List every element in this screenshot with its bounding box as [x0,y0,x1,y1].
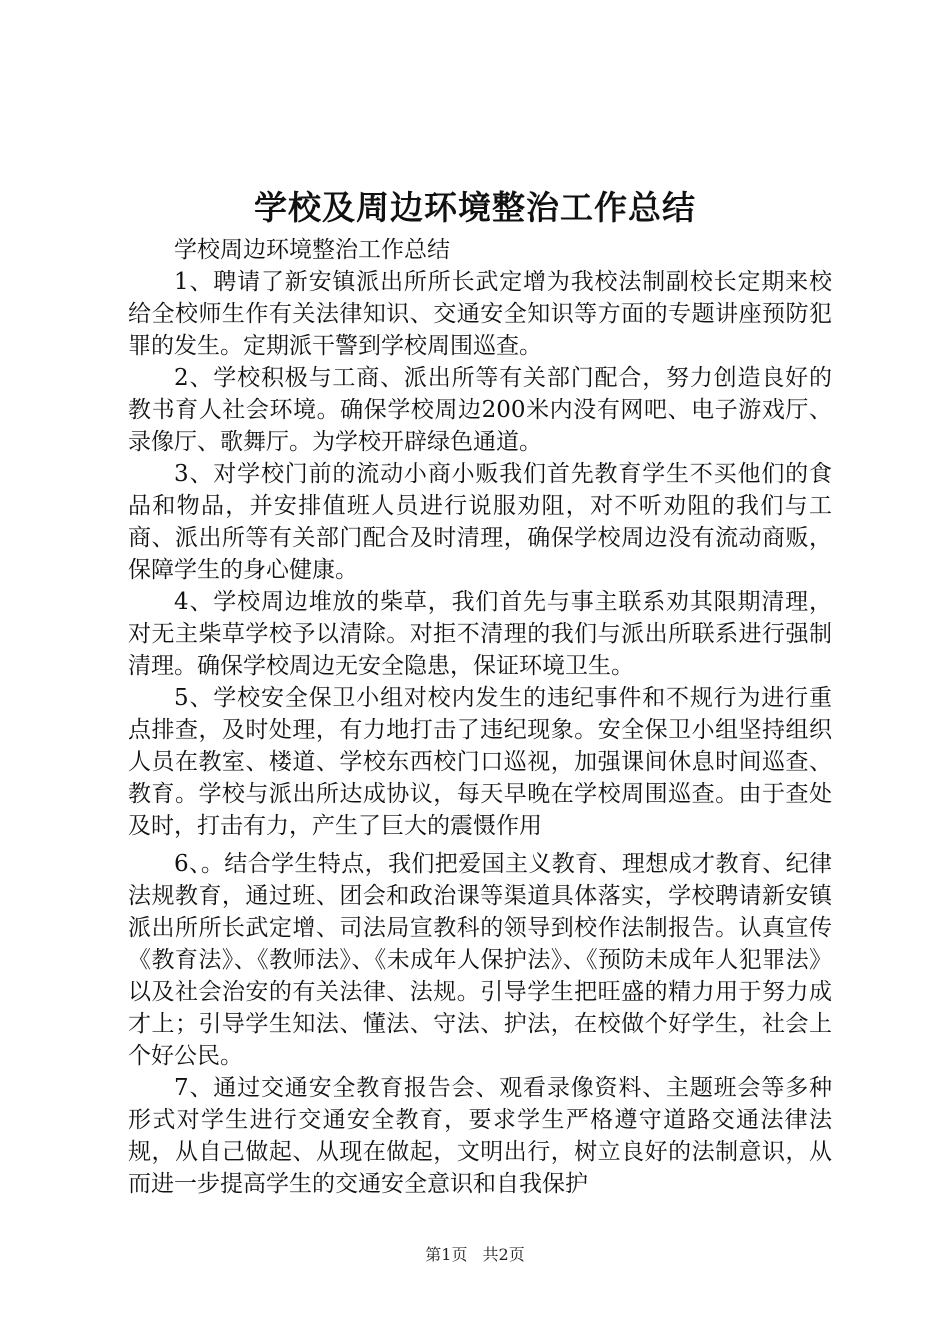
paragraph-1: 1、聘请了新安镇派出所所长武定增为我校法制副校长定期来校给全校师生作有关法律知识、交通安全知识等方面的专题讲座预防犯罪的发生。定期派干警到学校周围巡查。 [128,269,832,359]
paragraph-5: 5、学校安全保卫小组对校内发生的违纪事件和不规行为进行重点排查，及时处理，有力地打击了违纪现象。安全保卫小组坚持组织人员在教室、楼道、学校东西校门口巡视，加强课间休息时间巡查、教育。学校与派出所达成协议，每天早晚在学校周围巡查。由于查处及时，打击有力，产生了巨大的震慑作用 [128,685,832,839]
paragraph-7: 7、通过交通安全教育报告会、观看录像资料、主题班会等多种形式对学生进行交通安全教育，要求学生严格遵守道路交通法律法规，从自己做起、从现在做起，文明出行，树立良好的法制意识，从而进一步提高学生的交通安全意识和自我保护 [128,1075,832,1197]
page-total: 共2页 [482,1245,525,1264]
paragraph-2: 2、学校积极与工商、派出所等有关部门配合，努力创造良好的教书育人社会环境。确保学校周边200米内没有网吧、电子游戏厅、录像厅、歌舞厅。为学校开辟绿色通道。 [128,365,832,455]
paragraph-4: 4、学校周边堆放的柴草，我们首先与事主联系劝其限期清理，对无主柴草学校予以清除。对拒不清理的我们与派出所联系进行强制清理。确保学校周边无安全隐患，保证环境卫生。 [128,589,832,679]
document-subtitle: 学校周边环境整治工作总结 [174,237,450,263]
page-footer [0,1244,950,1266]
document-body [128,234,832,1200]
paragraph-3: 3、对学校门前的流动小商小贩我们首先教育学生不买他们的食品和物品，并安排值班人员进行说服劝阻，对不听劝阻的我们与工商、派出所等有关部门配合及时清理，确保学校周边没有流动商贩，保障学生的身心健康。 [128,461,832,583]
page-number: 第1页 [425,1245,468,1264]
paragraph-6: 6、。结合学生特点，我们把爱国主义教育、理想成才教育、纪律法规教育，通过班、团会和政治课等渠道具体落实，学校聘请新安镇派出所所长武定增、司法局宣教科的领导到校作法制报告。认真宣传《教育法》、《教师法》、《未成年人保护法》、《预防未成年人犯罪法》以及社会治安的有关法律、法规。引导学生把旺盛的精力用于努力成才上；引导学生知法、懂法、守法、护法，在校做个好学生，社会上个好公民。 [128,851,832,1069]
document-title: 学校及周边环境整治工作总结 [254,188,696,227]
